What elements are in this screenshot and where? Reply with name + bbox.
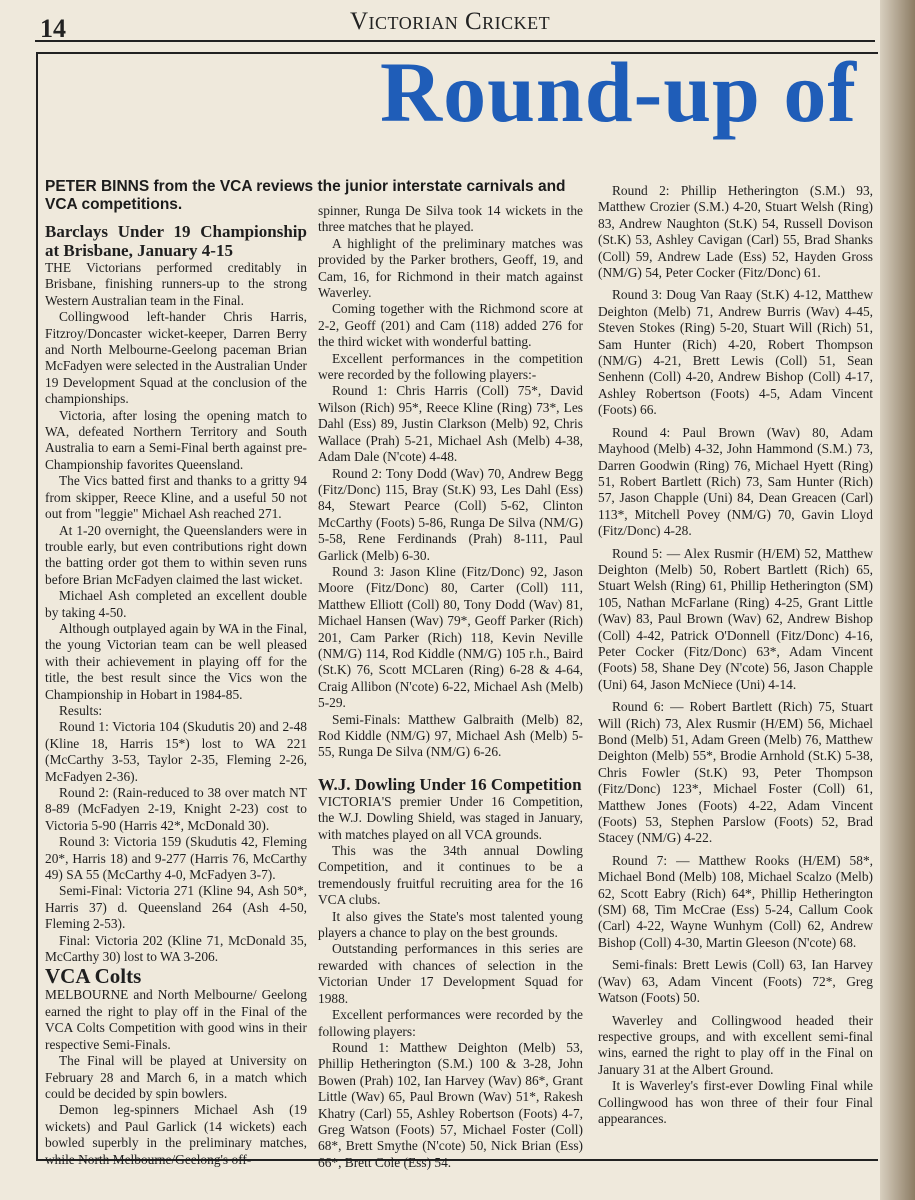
result-item: Round 2: (Rain-reduced to 38 over match NT 8-89 (McFadyen 2-19, Knight 2-23) cost to Victoria 5-90 (Harris 42*, McDonald 30). [45,785,307,833]
paragraph: Waverley and Collingwood headed their respective groups, and with excellent semi-final wins, earned the right to play off in the Final on January 31 at the Albert Ground. [598,1012,873,1077]
paragraph: VICTORIA'S premier Under 16 Competition, the W.J. Dowling Shield, was staged in January, with matches played on all VCA grounds. [318,793,583,842]
intro-byline: PETER BINNS from the VCA reviews the junior interstate carnivals and VCA competitions. [45,178,566,213]
paragraph: Outstanding performances in this series are rewarded with chances of selection in the Victorian Under 17 Development Squad for 1988. [318,941,583,1006]
paragraph: MELBOURNE and North Melbourne/ Geelong earned the right to play off in the Final of the VCA Colts Competition with good wins in their respective Semi-Finals. [45,987,307,1052]
column-2 [318,203,583,1171]
page-edge-shadow [880,0,915,1200]
paragraph: This was the 34th annual Dowling Competition, and it continues to be a tremendously fruitful recruiting area for the 16 VCA clubs. [318,843,583,908]
paragraph: Excellent performances in the competition were recorded by the following players:- [318,350,583,383]
paragraph: Collingwood left-hander Chris Harris, Fitzroy/Doncaster wicket-keeper, Darren Berry and North Melbourne-Geelong paceman Brian McFadyen were selected in the Australian Under 19 Development Squad at the conclusion of the championships. [45,309,307,407]
column-1 [45,222,307,1168]
paragraph: Demon leg-spinners Michael Ash (19 wickets) and Paul Garlick (14 wickets) each bowled superbly in the preliminary matches, while North Melbourne/Geelong's off- [45,1102,307,1167]
result-item: Final: Victoria 202 (Kline 71, McDonald 35, McCarthy 30) lost to WA 3-206. [45,932,307,965]
paragraph: Although outplayed again by WA in the Final, the young Victorian team can be well pleased with their achievement in playing off for the title, the best result since the Vics won the Championship in Hobart in 1984-85. [45,620,307,702]
result-item: Semi-finals: Brett Lewis (Coll) 63, Ian Harvey (Wav) 63, Adam Vincent (Foots) 72*, Greg Watson (Foots) 50. [598,957,873,1006]
results-label: Results: [59,702,103,718]
result-item: Semi-Final: Victoria 271 (Kline 94, Ash 50*, Harris 37) d. Queensland 264 (Ash 4-50, Fleming 2-53). [45,883,307,932]
section-heading-vca-colts: VCA Colts [45,964,142,989]
result-item: Round 4: Paul Brown (Wav) 80, Adam Mayhood (Melb) 4-32, John Hammond (S.M.) 73, Darren Goodwin (Ring) 76, Michael Hyett (Ring) 51, Robert Bartlett (Rich) 73, Sam Hunter (Rich) 57, Jason Chapple (Uni) 84, Dean Greacen (Carl) 113*, Mitchell Povey (NM/G) 70, Gavin Lloyd (Fitz/Donc) 4-28. [598,424,873,539]
paragraph: It is Waverley's first-ever Dowling Final while Collingwood has won three of their four Final appearances. [598,1078,873,1126]
page-number: 14 [40,14,66,43]
headline: Round-up of [380,44,858,140]
paragraph: At 1-20 overnight, the Queenslanders were in trouble early, but even contributions right down the batting order got them to within seven runs before Brian McFadyen claimed the last wicket. [45,522,307,587]
result-item: Round 3: Victoria 159 (Skudutis 42, Fleming 20*, Harris 18) and 9-277 (Harris 76, McCarthy 49) SA 55 (McCarthy 4-0, McFadyen 3-7). [45,834,307,883]
result-item: Round 2: Phillip Hetherington (S.M.) 93, Matthew Crozier (S.M.) 4-20, Stuart Welsh (Ring) 83, Andrew Naughton (St.K) 54, Russell Dovison (St.K) 53, Ashley Cavigan (Carl) 55, Brad Shanks (Coll) 59, Andrew Lade (Ess) 52, Hayden Gross (NM/G) 54, Peter Cocker (Fitz/Donc) 61. [598,183,873,281]
result-item: Round 1: Chris Harris (Coll) 75*, David Wilson (Rich) 95*, Reece Kline (Ring) 73*, Les Dahl (Ess) 89, Justin Clarkson (Melb) 92, Chris Wallace (Prah) 5-21, Michael Ash (Melb) 4-38, Adam Dale (N'cote) 4-48. [318,383,583,465]
result-item: Round 3: Doug Van Raay (St.K) 4-12, Matthew Deighton (Melb) 71, Andrew Burris (Wav) 4-45, Steven Stokes (Ring) 5-20, Stuart Will (Rich) 51, Sam Hunter (Rich) 4-20, Robert Thompson (NM/G) 4-21, Brett Lewis (Coll) 51, Sean Senhenn (Coll) 4-20, Andrew Bishop (Coll) 4-17, Ashley Robertson (Foots) 4-5, Adam Vincent (Foots) 66. [598,287,873,418]
paragraph: A highlight of the preliminary matches was provided by the Parker brothers, Geoff, 19, and Cam, 16, for Richmond in their match against Waverley. [318,235,583,301]
paragraph: Victoria, after losing the opening match to WA, defeated Northern Territory and South Australia to earn a Semi-Final berth against pre-Championship favorites Queensland. [45,407,307,472]
section-heading-dowling: W.J. Dowling Under 16 Competition [318,774,582,794]
result-item: Round 3: Jason Kline (Fitz/Donc) 92, Jason Moore (Fitz/Donc) 80, Carter (Coll) 111, Matthew Elliott (Coll) 80, Tony Dodd (Wav) 81, Michael Hansen (Wav) 79*, Geoff Parker (Rich) 201, Cam Parker (Rich) 118, Kevin Neville (NM/G) 114, Rod Kiddle (NM/G) 105 r.h., Baird (St.K) 76, Scott MCLaren (Ring) 6-28 & 4-64, Craig Allibon (N'cote) 6-22, Michael Ash (Melb) 5-29. [318,563,583,711]
paragraph: Coming together with the Richmond score at 2-2, Geoff (201) and Cam (118) added 276 for the third wicket with wonderful batting. [318,301,583,350]
masthead: Victorian Cricket [350,8,551,35]
result-item: Round 2: Tony Dodd (Wav) 70, Andrew Begg (Fitz/Donc) 115, Bray (St.K) 93, Les Dahl (Ess) 84, Stewart Pearce (Coll) 5-62, Clinton McCarthy (Foots) 5-86, Runga De Silva (NM/G) 5-58, Rene Ferdinands (Prah) 8-111, Paul Garlick (Melb) 6-30. [318,465,583,563]
column-3 [598,183,873,1127]
paragraph: spinner, Runga De Silva took 14 wickets in the three matches that he played. [318,203,583,235]
result-item: Round 7: — Matthew Rooks (H/EM) 58*, Michael Bond (Melb) 108, Michael Scalzo (Melb) 62, Scott Eabry (Rich) 64*, Phillip Hetherington (SM) 68, Tim McCrae (Ess) 5-24, Callum Cook (Carl) 4-22, Wayne Wunhym (Coll) 62, Andrew Bishop (Coll) 4-30, Martin Gleeson (N'cote) 68. [598,852,873,950]
result-item: Round 6: — Robert Bartlett (Rich) 75, Stuart Will (Rich) 73, Alex Rusmir (H/EM) 56, Michael Bond (Melb) 51, Adam Green (Melb) 76, Matthew Deighton (Melb) 55*, Brodie Arnhold (St.K) 5-38, Chris Fowler (St.K) 93, Peter Thompson (Fitz/Donc) 123*, Michael Foster (Coll) 61, Matthew Jones (Foots) 4-22, Adam Vincent (Foots) 53, Stephen Parslow (Foots) 52, Brad Stacey (NM/G) 4-22. [598,699,873,846]
paragraph: Michael Ash completed an excellent double by taking 4-50. [45,588,307,620]
result-item: Round 1: Victoria 104 (Skudutis 20) and 2-48 (Kline 18, Harris 15*) lost to WA 221 (McCarthy 3-53, Taylor 2-35, Fleming 2-26, McFadyen 2-36). [45,719,307,784]
result-item: Round 1: Matthew Deighton (Melb) 53, Phillip Hetherington (S.M.) 100 & 3-28, John Bowen (Prah) 102, Ian Harvey (Wav) 86*, Grant Little (Wav) 65, Paul Brown (Wav) 51*, Rakesh Khatry (Carl) 55, Ashley Robertson (Foots) 4-7, Greg Watson (Foots) 57, Michael Foster (Coll) 68*, Brett Smythe (N'cote) 50, Nick Brian (Ess) 66*, Brett Cole (Ess) 54. [318,1039,583,1170]
paragraph: It also gives the State's most talented young players a chance to play on the best grounds. [318,908,583,941]
paragraph: The Vics batted first and thanks to a gritty 94 from skipper, Reece Kline, and a useful 50 not out from "leggie" Michael Ash reached 271. [45,473,307,522]
result-item: Semi-Finals: Matthew Galbraith (Melb) 82, Rod Kiddle (NM/G) 97, Michael Ash (Melb) 5-55, Runga De Silva (NM/G) 6-26. [318,711,583,760]
paragraph: THE Victorians performed creditably in Brisbane, finishing runners-up to the strong Western Australian team in the Final. [45,260,307,308]
result-item: Round 5: — Alex Rusmir (H/EM) 52, Matthew Deighton (Melb) 50, Robert Bartlett (Rich) 65, Stuart Welsh (Ring) 61, Phillip Hetherington (SM) 105, Nathan McFarlane (Ring) 4-25, Grant Little (Wav) 83, Paul Brown (Wav) 62, Andrew Bishop (Coll) 4-42, Patrick O'Donnell (Fitz/Donc) 4-16, Peter Cocker (Fitz/Donc) 63*, Adam Vincent (Foots) 58, Shane Dey (N'cote) 56, Jason Chapple (Uni) 64, Jason McNiece (Uni) 4-14. [598,545,873,692]
paragraph: The Final will be played at University on February 28 and March 6, in a match which could be decided by spin bowlers. [45,1053,307,1101]
paragraph: Excellent performances were recorded by the following players: [318,1007,583,1039]
section-heading-under19: Barclays Under 19 Championship at Brisbane, January 4-15 [45,222,307,260]
